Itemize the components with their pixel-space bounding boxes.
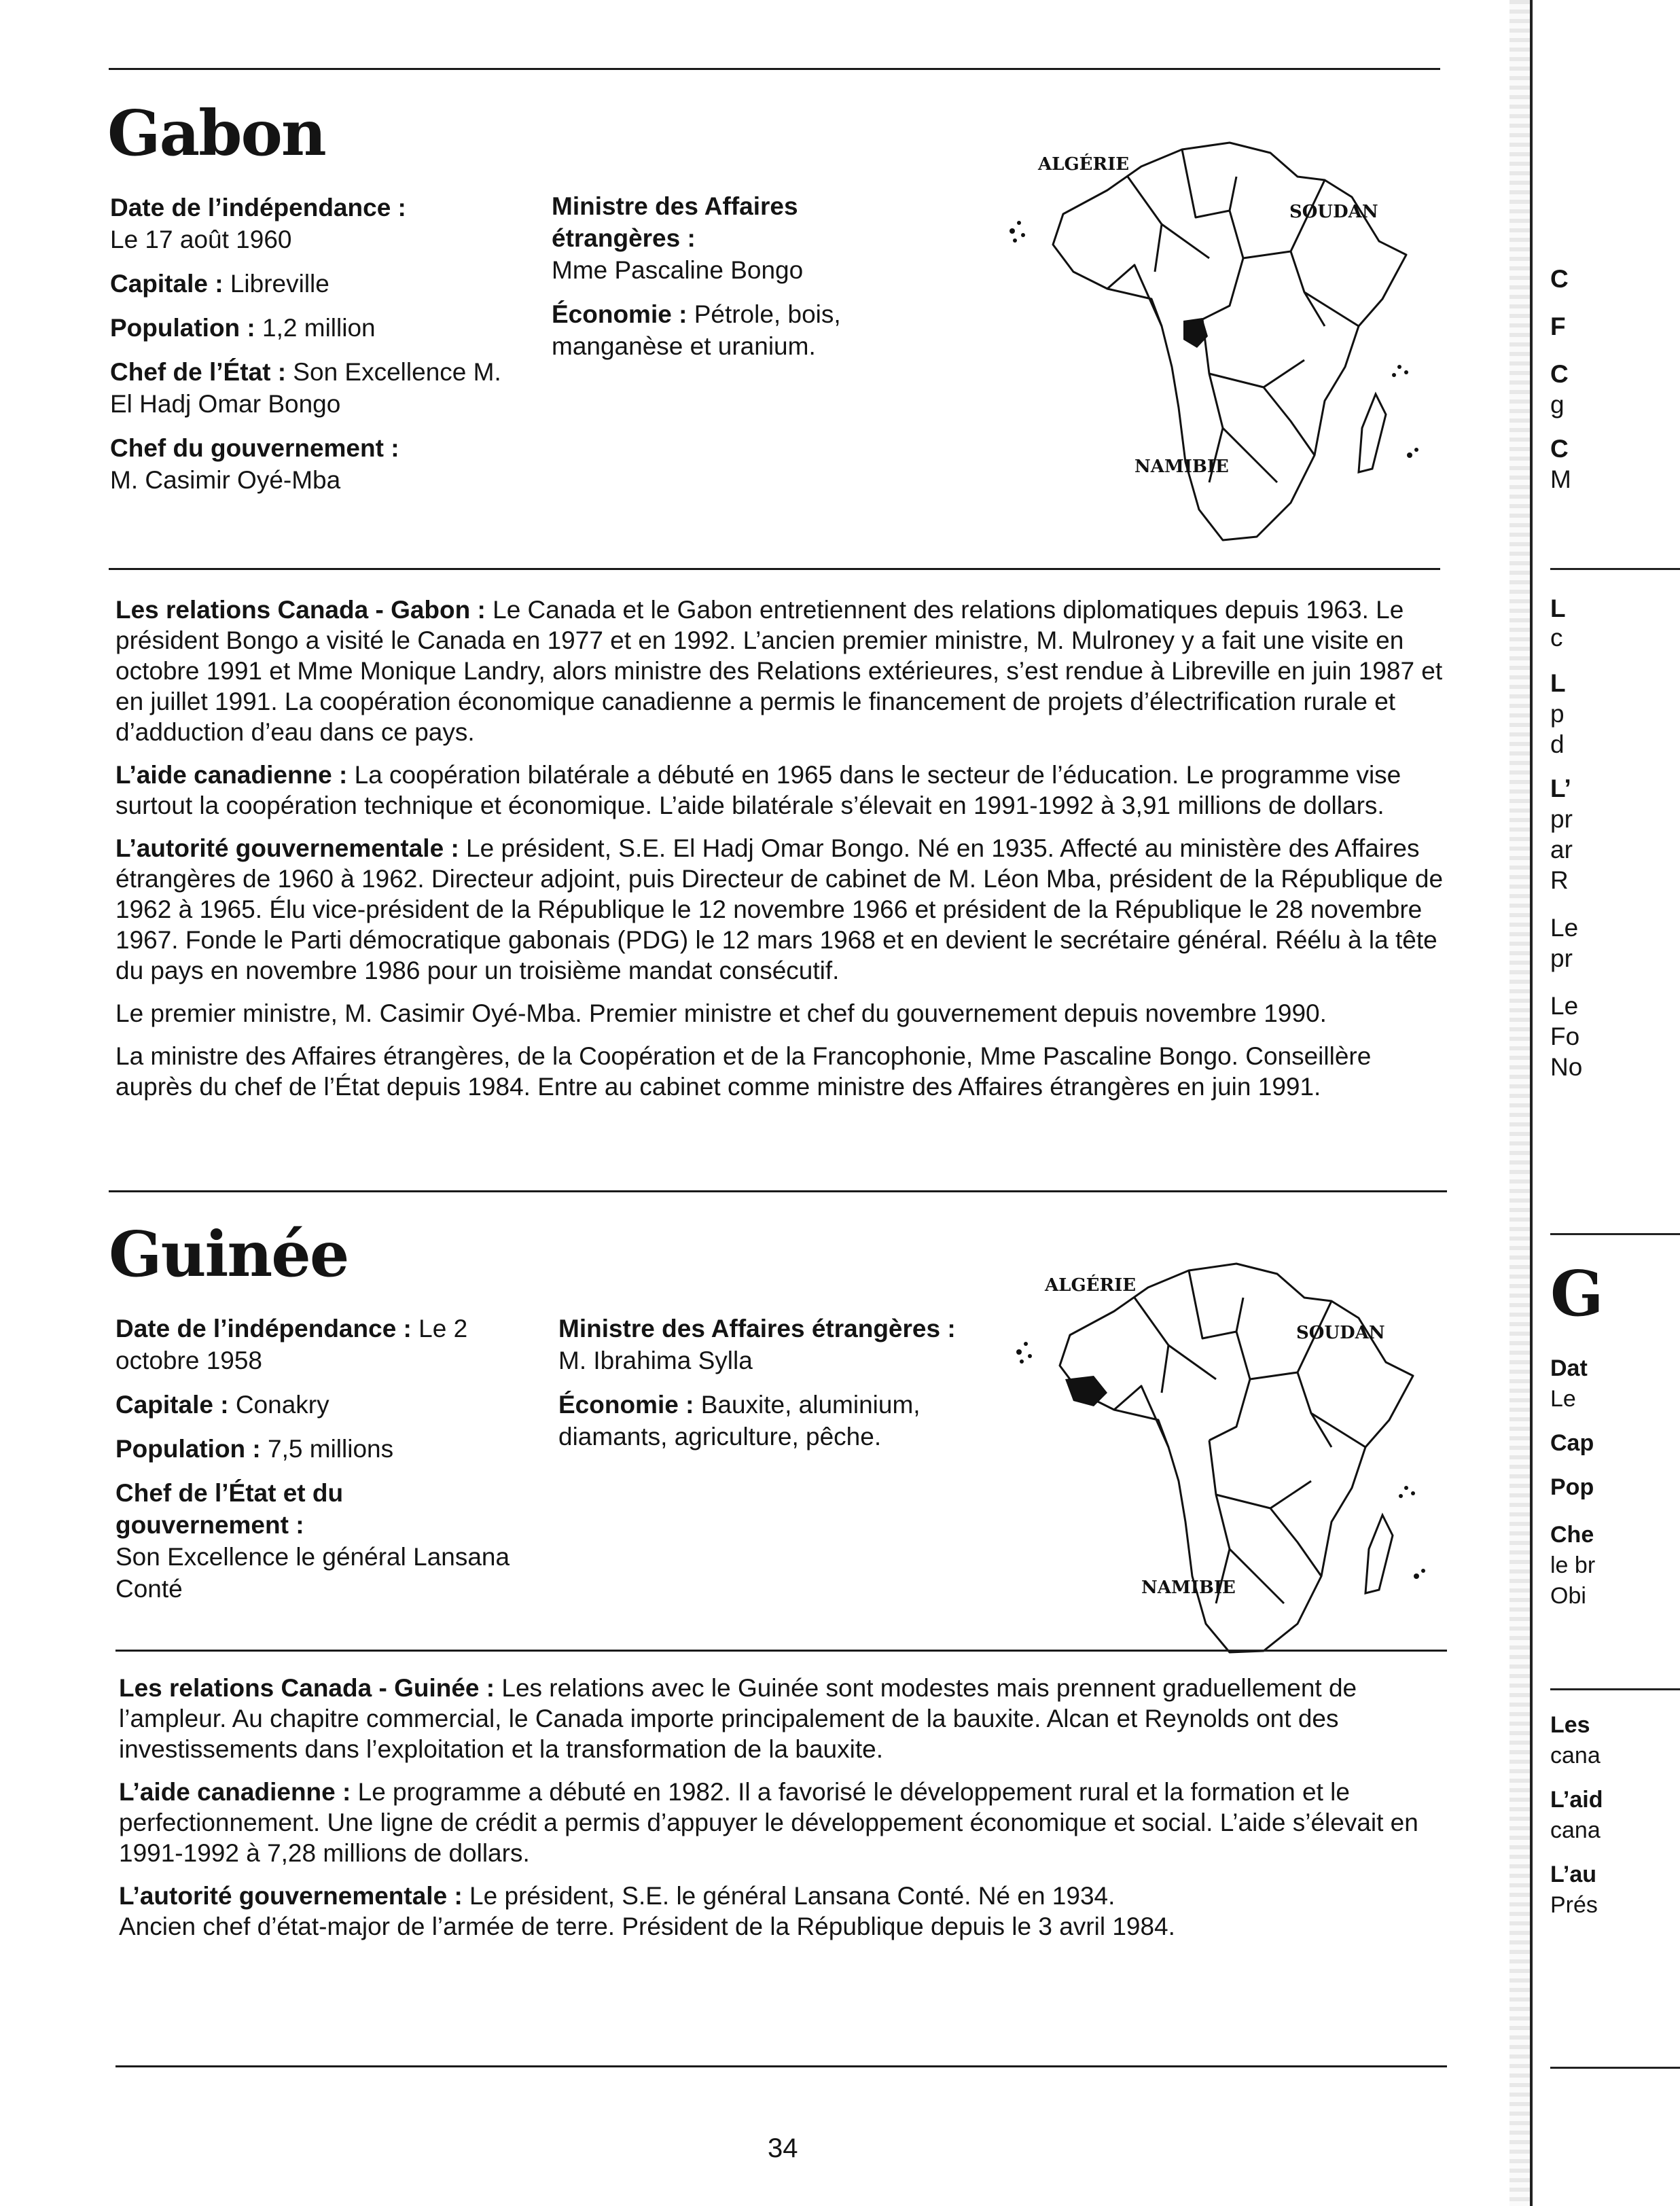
adjacent-fragment: F bbox=[1550, 313, 1566, 340]
island-dots bbox=[1016, 1342, 1425, 1579]
island-dots bbox=[1009, 221, 1418, 458]
adjacent-fragment: Dat bbox=[1550, 1355, 1588, 1381]
adjacent-fragment: cana bbox=[1550, 1743, 1601, 1768]
guinee-population: Population : 7,5 millions bbox=[115, 1435, 394, 1463]
madagascar bbox=[1365, 1515, 1393, 1593]
adjacent-fragment: Che bbox=[1550, 1522, 1594, 1548]
page-number: 34 bbox=[768, 2133, 798, 2163]
gabon-section-rule bbox=[109, 568, 1440, 570]
adjacent-fragment: cana bbox=[1550, 1817, 1601, 1843]
adjacent-fragment: le br bbox=[1550, 1552, 1596, 1578]
map-label-algerie: ALGÉRIE bbox=[1045, 1275, 1137, 1296]
bottom-rule bbox=[115, 2065, 1447, 2067]
country-title-guinee: Guinée bbox=[109, 1217, 348, 1291]
adjacent-fragment: p bbox=[1550, 700, 1565, 728]
gabon-head-of-state: Chef de l’État : Son Excellence M. El Hadj Omar Bongo bbox=[110, 358, 501, 418]
adjacent-fragment: L bbox=[1550, 594, 1566, 622]
guinee-authority: L’autorité gouvernementale : Le président, S.E. le général Lansana Conté. Né en 1934. bbox=[119, 1882, 1115, 1910]
adjacent-fragment: Cap bbox=[1550, 1430, 1594, 1456]
adjacent-fragment: Le bbox=[1550, 1386, 1576, 1412]
gabon-capital: Capitale : Libreville bbox=[110, 270, 329, 298]
adjacent-fragment: M bbox=[1550, 465, 1571, 493]
gabon-independence: Date de l’indépendance : Le 17 août 1960 bbox=[110, 194, 406, 253]
adjacent-fragment: g bbox=[1550, 391, 1565, 419]
adjacent-fragment: ar bbox=[1550, 836, 1573, 864]
adjacent-fragment: Fo bbox=[1550, 1022, 1580, 1050]
gabon-middle-column bbox=[552, 190, 891, 374]
adjacent-rule bbox=[1550, 568, 1680, 570]
gabon-prime-minister: Le premier ministre, M. Casimir Oyé-Mba. Premier ministre et chef du gouvernement depuis novembre 1990. bbox=[115, 999, 1327, 1027]
gabon-relations: Les relations Canada - Gabon : Le Canada et le Gabon entretiennent des relations diplomatiques depuis 1963. Le président Bongo a visité le Canada en 1977 et en 1992. L’ancien premier ministre, M. Mulroney y a fait une visite en octobre 1991 et Mme Monique Landry, alors ministre des Relations extérieures, s’est rendue à Libreville en juin 1987 et en juillet 1991. La coopération économique canadienne a permis le financement de projets d’électrification rurale et d’adduction d’eau dans ce pays. bbox=[115, 596, 1443, 746]
adjacent-title-letter: G bbox=[1550, 1257, 1604, 1330]
gabon-authority: L’autorité gouvernementale : Le président, S.E. El Hadj Omar Bongo. Né en 1935. Affecté au ministère des Affaires étrangères de 1960 à 1962. Directeur adjoint, puis Directeur de cabinet de M. Léon Mba, président de la République de 1962 à 1965. Élu vice-président de la République le 12 novembre 1966 et président de la République le 28 novembre 1967. Fonde le Parti démocratique gabonais (PDG) le 12 mars 1968 et en devient le secrétaire général. Réélu à la tête du pays en novembre 1986 pour un troisième mandat consécutif. bbox=[115, 834, 1444, 984]
gabon-left-column bbox=[110, 192, 518, 508]
adjacent-fragment: L bbox=[1550, 669, 1566, 697]
gabon-economy: Économie : Pétrole, bois, manganèse et uranium. bbox=[552, 300, 841, 360]
highlighted-country-guinee bbox=[1065, 1376, 1107, 1406]
adjacent-fragment: L’aid bbox=[1550, 1787, 1603, 1813]
adjacent-fragment: pr bbox=[1550, 805, 1573, 833]
guinee-top-rule bbox=[109, 1190, 1447, 1192]
guinee-foreign-minister: Ministre des Affaires étrangères : M. Ibrahima Sylla bbox=[558, 1315, 956, 1374]
map-label-soudan: SOUDAN bbox=[1296, 1323, 1385, 1343]
guinee-left-column bbox=[115, 1313, 523, 1617]
country-title-gabon: Gabon bbox=[107, 96, 325, 170]
africa-map-gabon bbox=[1005, 102, 1427, 550]
map-label-namibie: NAMIBIE bbox=[1141, 1578, 1236, 1598]
guinee-section-rule bbox=[115, 1650, 1447, 1652]
gabon-foreign-minister: Ministre des Affaires étrangères : Mme Pascaline Bongo bbox=[552, 192, 804, 284]
border-lines bbox=[1114, 1270, 1365, 1603]
gabon-foreign-minister-bio: La ministre des Affaires étrangères, de la Coopération et de la Francophonie, Mme Pascaline Bongo. Conseillère auprès du chef de l’État depuis 1984. Entre au cabinet comme ministre des Affaires étrangères en juin 1991. bbox=[115, 1042, 1372, 1101]
adjacent-fragment: C bbox=[1550, 360, 1569, 388]
guinee-details bbox=[119, 1673, 1450, 1954]
adjacent-fragment: Le bbox=[1550, 992, 1579, 1020]
adjacent-fragment: R bbox=[1550, 866, 1569, 894]
guinee-economy: Économie : Bauxite, aluminium, diamants, agriculture, pêche. bbox=[558, 1391, 921, 1451]
top-rule bbox=[109, 68, 1440, 70]
guinee-capital: Capitale : Conakry bbox=[115, 1391, 329, 1419]
gabon-head-of-government: Chef du gouvernement : M. Casimir Oyé-Mba bbox=[110, 434, 399, 494]
map-label-namibie: NAMIBIE bbox=[1134, 457, 1229, 477]
africa-outline bbox=[1060, 1264, 1413, 1652]
gabon-population: Population : 1,2 million bbox=[110, 314, 376, 342]
adjacent-fragment: Pop bbox=[1550, 1474, 1594, 1500]
gabon-aid: L’aide canadienne : La coopération bilatérale a débuté en 1965 dans le secteur de l’éducation. Le programme vise surtout la coopération technique et économique. L’aide bilatérale s’élevait en 1991-1992 à 3,91 millions de dollars. bbox=[115, 761, 1401, 819]
adjacent-fragment: d bbox=[1550, 730, 1565, 758]
adjacent-rule bbox=[1550, 1233, 1680, 1235]
africa-map-guinee bbox=[1012, 1223, 1433, 1658]
guinee-independence: Date de l’indépendance : Le 2 octobre 1958 bbox=[115, 1315, 468, 1374]
adjacent-fragment: L’au bbox=[1550, 1862, 1597, 1887]
adjacent-rule bbox=[1550, 2067, 1680, 2069]
adjacent-fragment: Obi bbox=[1550, 1583, 1586, 1609]
border-lines bbox=[1107, 149, 1359, 482]
adjacent-fragment: Le bbox=[1550, 914, 1579, 942]
map-label-soudan: SOUDAN bbox=[1289, 202, 1378, 222]
adjacent-fragment: No bbox=[1550, 1053, 1583, 1081]
gabon-details bbox=[115, 594, 1447, 1114]
adjacent-fragment: C bbox=[1550, 265, 1569, 293]
binding-strip bbox=[1509, 0, 1533, 2206]
guinee-middle-column bbox=[558, 1313, 966, 1465]
guinee-authority-continued: Ancien chef d’état-major de l’armée de terre. Président de la République depuis le 3 avril 1984. bbox=[119, 1913, 1175, 1940]
adjacent-fragment: Prés bbox=[1550, 1892, 1598, 1918]
adjacent-rule bbox=[1550, 1688, 1680, 1690]
adjacent-fragment: L’ bbox=[1550, 775, 1571, 802]
madagascar bbox=[1359, 394, 1386, 472]
adjacent-fragment: pr bbox=[1550, 944, 1573, 972]
adjacent-page-edge bbox=[1509, 0, 1680, 2206]
adjacent-fragment: c bbox=[1550, 624, 1563, 652]
guinee-head: Chef de l’État et du gouvernement : Son Excellence le général Lansana Conté bbox=[115, 1479, 510, 1603]
guinee-aid: L’aide canadienne : Le programme a débuté en 1982. Il a favorisé le développement rural et la formation et le perfectionnement. Une ligne de crédit a permis d’appuyer le développement économique et social. L’aide s’élevait en 1991-1992 à 7,28 millions de dollars. bbox=[119, 1778, 1418, 1867]
highlighted-country-gabon bbox=[1183, 318, 1208, 348]
adjacent-fragment: Les bbox=[1550, 1712, 1590, 1738]
adjacent-fragment: C bbox=[1550, 435, 1569, 463]
guinee-relations: Les relations Canada - Guinée : Les relations avec le Guinée sont modestes mais prennent graduellement de l’ampleur. Au chapitre commercial, le Canada importe principalement de la bauxite. Alcan et Reynolds ont des investissements dans l’exploitation et la transformation de la bauxite. bbox=[119, 1674, 1357, 1763]
map-label-algerie: ALGÉRIE bbox=[1038, 154, 1130, 175]
